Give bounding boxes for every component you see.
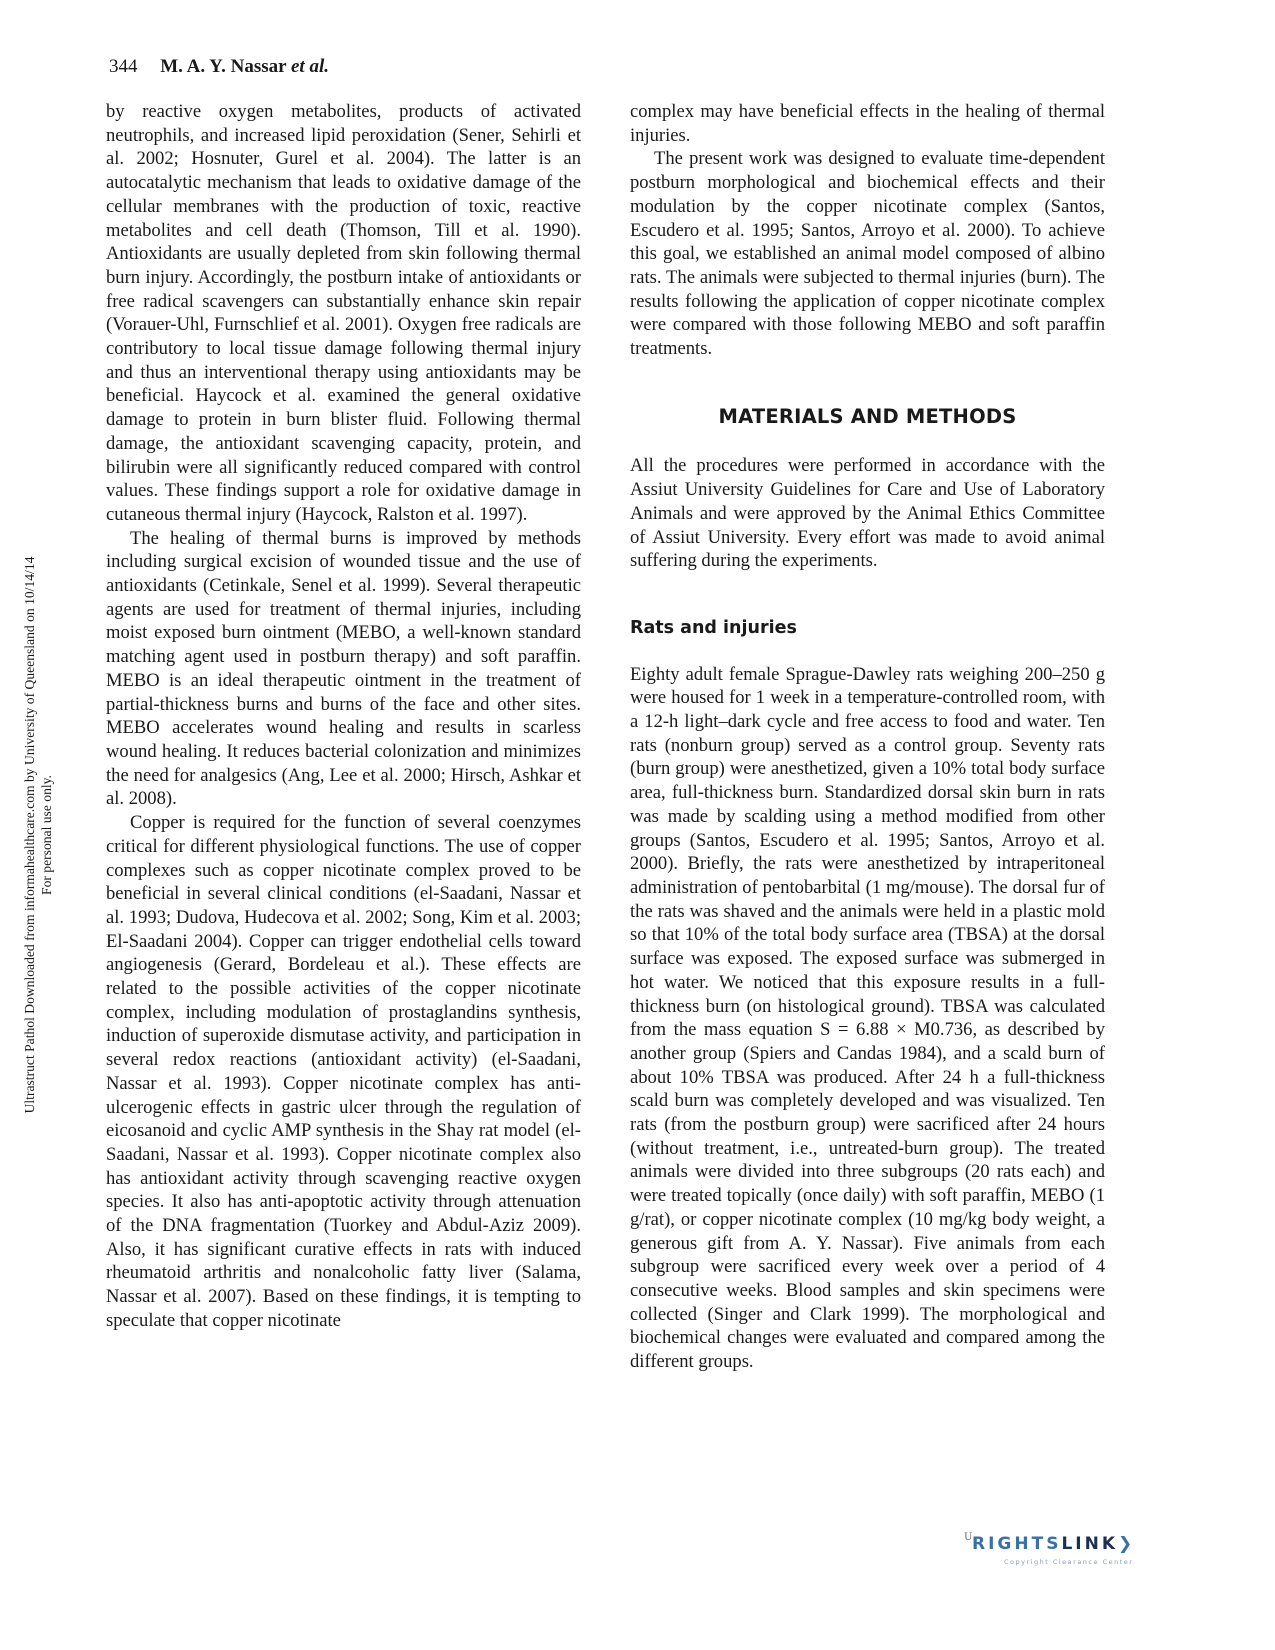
- rightslink-logo: [972, 1534, 1135, 1554]
- authors-text: M. A. Y. Nassar: [160, 56, 291, 77]
- left-column: [106, 100, 581, 1333]
- rightslink-logo-part1: RIGHTS: [972, 1534, 1062, 1554]
- running-header: [109, 56, 329, 78]
- chevron-right-icon: ❯: [1118, 1534, 1136, 1554]
- page-number: 344: [109, 56, 138, 77]
- body-paragraph: Eighty adult female Sprague-Dawley rats weighing 200–250 g were housed for 1 week in a temperature-controlled room, with a 12-h light–dark cycle and free access to food and water. Ten rats (nonburn group) served as a control group. Seventy rats (burn group) were anesthetized, given a 10% total body surface area, full-thickness burn. Standardized dorsal skin burn in rats was made by scalding using a method modified from other groups (Santos, Escudero et al. 1995; Santos, Arroyo et al. 2000). Briefly, the rats were anesthetized by intraperitoneal administration of pentobarbital (1 mg/mouse). The dorsal fur of the rats was shaved and the animals were held in a plastic mold so that 10% of the total body surface area (TBSA) at the dorsal surface was exposed. The exposed surface was submerged in hot water. We noticed that this exposure results in a full-thickness burn (on histological ground). TBSA was calculated from the mass equation S = 6.88 × M0.736, as described by another group (Spiers and Candas 1984), and a scald burn of about 10% TBSA was produced. After 24 h a full-thickness scald burn was completely developed and was visualized. Ten rats (from the postburn group) were sacrificed after 24 hours (without treatment, i.e., untreated-burn group). The treated animals were divided into three subgroups (20 rats each) and were treated topically (once daily) with soft paraffin, MEBO (1 g/rat), or copper nicotinate complex (10 mg/kg body weight, a generous gift from A. Y. Nassar). Five animals from each subgroup were sacrificed every week over a period of 4 consecutive weeks. Blood samples and skin specimens were collected (Singer and Clark 1999). The morphological and biochemical changes were evaluated and compared among the different groups.: [630, 663, 1105, 1373]
- rightslink-logo-part2: LINK: [1061, 1534, 1118, 1554]
- section-heading: MATERIALS AND METHODS: [718, 404, 1017, 428]
- right-column: [630, 100, 1105, 1374]
- body-paragraph: by reactive oxygen metabolites, products of activated neutrophils, and increased lipid peroxidation (Sener, Sehirli et al. 2002; Hosnuter, Gurel et al. 2004). The latter is an autocatalytic mechanism that leads to oxidative damage of the cellular membranes with the production of toxic, reactive metabolites and cell death (Thomson, Till et al. 1990). Antioxidants are usually depleted from skin following thermal burn injury. Accordingly, the postburn intake of antioxidants or free radical scavengers can substantially enhance skin repair (Vorauer-Uhl, Furnschlief et al. 2001). Oxygen free radicals are contributory to local tissue damage following thermal injury and thus an interventional therapy using antioxidants may be beneficial. Haycock et al. examined the general oxidative damage to protein in burn blister fluid. Following thermal damage, the antioxidant scavenging capacity, protein, and bilirubin were all significantly reduced compared with control values. These findings support a role for oxidative damage in cutaneous thermal injury (Haycock, Ralston et al. 1997).: [106, 101, 581, 525]
- running-authors: [160, 56, 329, 77]
- authors-etal: et al.: [290, 56, 329, 77]
- body-paragraph: All the procedures were performed in accordance with the Assiut University Guidelines for Care and Use of Laboratory Animals and were approved by the Animal Ethics Committee of Assiut University. Every effort was made to avoid animal suffering during the experiments.: [630, 455, 1105, 572]
- download-notice-line2: For personal use only.: [39, 775, 54, 895]
- body-paragraph: complex may have beneficial effects in the healing of thermal injuries.: [630, 101, 1105, 146]
- body-paragraph: Copper is required for the function of several coenzymes critical for different physiological functions. The use of copper complexes such as copper nicotinate complex proved to be beneficial in several clinical conditions (el-Saadani, Nassar et al. 1993; Dudova, Hudecova et al. 2002; Song, Kim et al. 2003; El-Saadani 2004). Copper can trigger endothelial cells toward angiogenesis (Gerard, Bordeleau et al.). These effects are related to the possible activities of the copper nicotinate complex, including modulation of prostaglandins synthesis, induction of superoxide dismutase activity, and participation in several redox reactions (antioxidant activity) (el-Saadani, Nassar et al. 1993). Copper nicotinate complex has anti-ulcerogenic effects in gastric ulcer through the regulation of eicosanoid and cyclic AMP synthesis in the Shay rat model (el-Saadani, Nassar et al. 1993). Copper nicotinate complex also has antioxidant activity through scavenging reactive oxygen species. It also has anti-apoptotic activity through attenuation of the DNA fragmentation (Tuorkey and Abdul-Aziz 2009). Also, it has significant curative effects in rats with induced rheumatoid arthritis and nonalcoholic fatty liver (Salama, Nassar et al. 2007). Based on these findings, it is tempting to speculate that copper nicotinate: [106, 812, 581, 1331]
- rightslink-mark-icon: U: [964, 1532, 973, 1543]
- body-paragraph: The present work was designed to evaluate time-dependent postburn morphological and biochemical effects and their modulation by the copper nicotinate complex (Santos, Escudero et al. 1995; Santos, Arroyo et al. 2000). To achieve this goal, we established an animal model composed of albino rats. The animals were subjected to thermal injuries (burn). The results following the application of copper nicotinate complex were compared with those following MEBO and soft paraffin treatments.: [630, 148, 1105, 360]
- body-paragraph: The healing of thermal burns is improved by methods including surgical excision of wounded tissue and the use of antioxidants (Cetinkale, Senel et al. 1999). Several therapeutic agents are used for treatment of thermal injuries, including moist exposed burn ointment (MEBO, a well-known standard matching agent used in postburn therapy) and soft paraffin. MEBO is an ideal therapeutic ointment in the treatment of partial-thickness burns and burns of the face and other sites. MEBO accelerates wound healing and results in scarless wound healing. It reduces bacterial colonization and minimizes the need for analgesics (Ang, Lee et al. 2000; Hirsch, Ashkar et al. 2008).: [106, 527, 581, 810]
- subsection-heading: Rats and injuries: [630, 617, 797, 638]
- rightslink-badge[interactable]: [964, 1532, 1194, 1572]
- rightslink-subtitle: Copyright Clearance Center: [1004, 1558, 1134, 1566]
- download-notice-line1: Ultrastruct Pathol Downloaded from informahealthcare.com by University of Queensland on 10/14/14: [22, 556, 37, 1114]
